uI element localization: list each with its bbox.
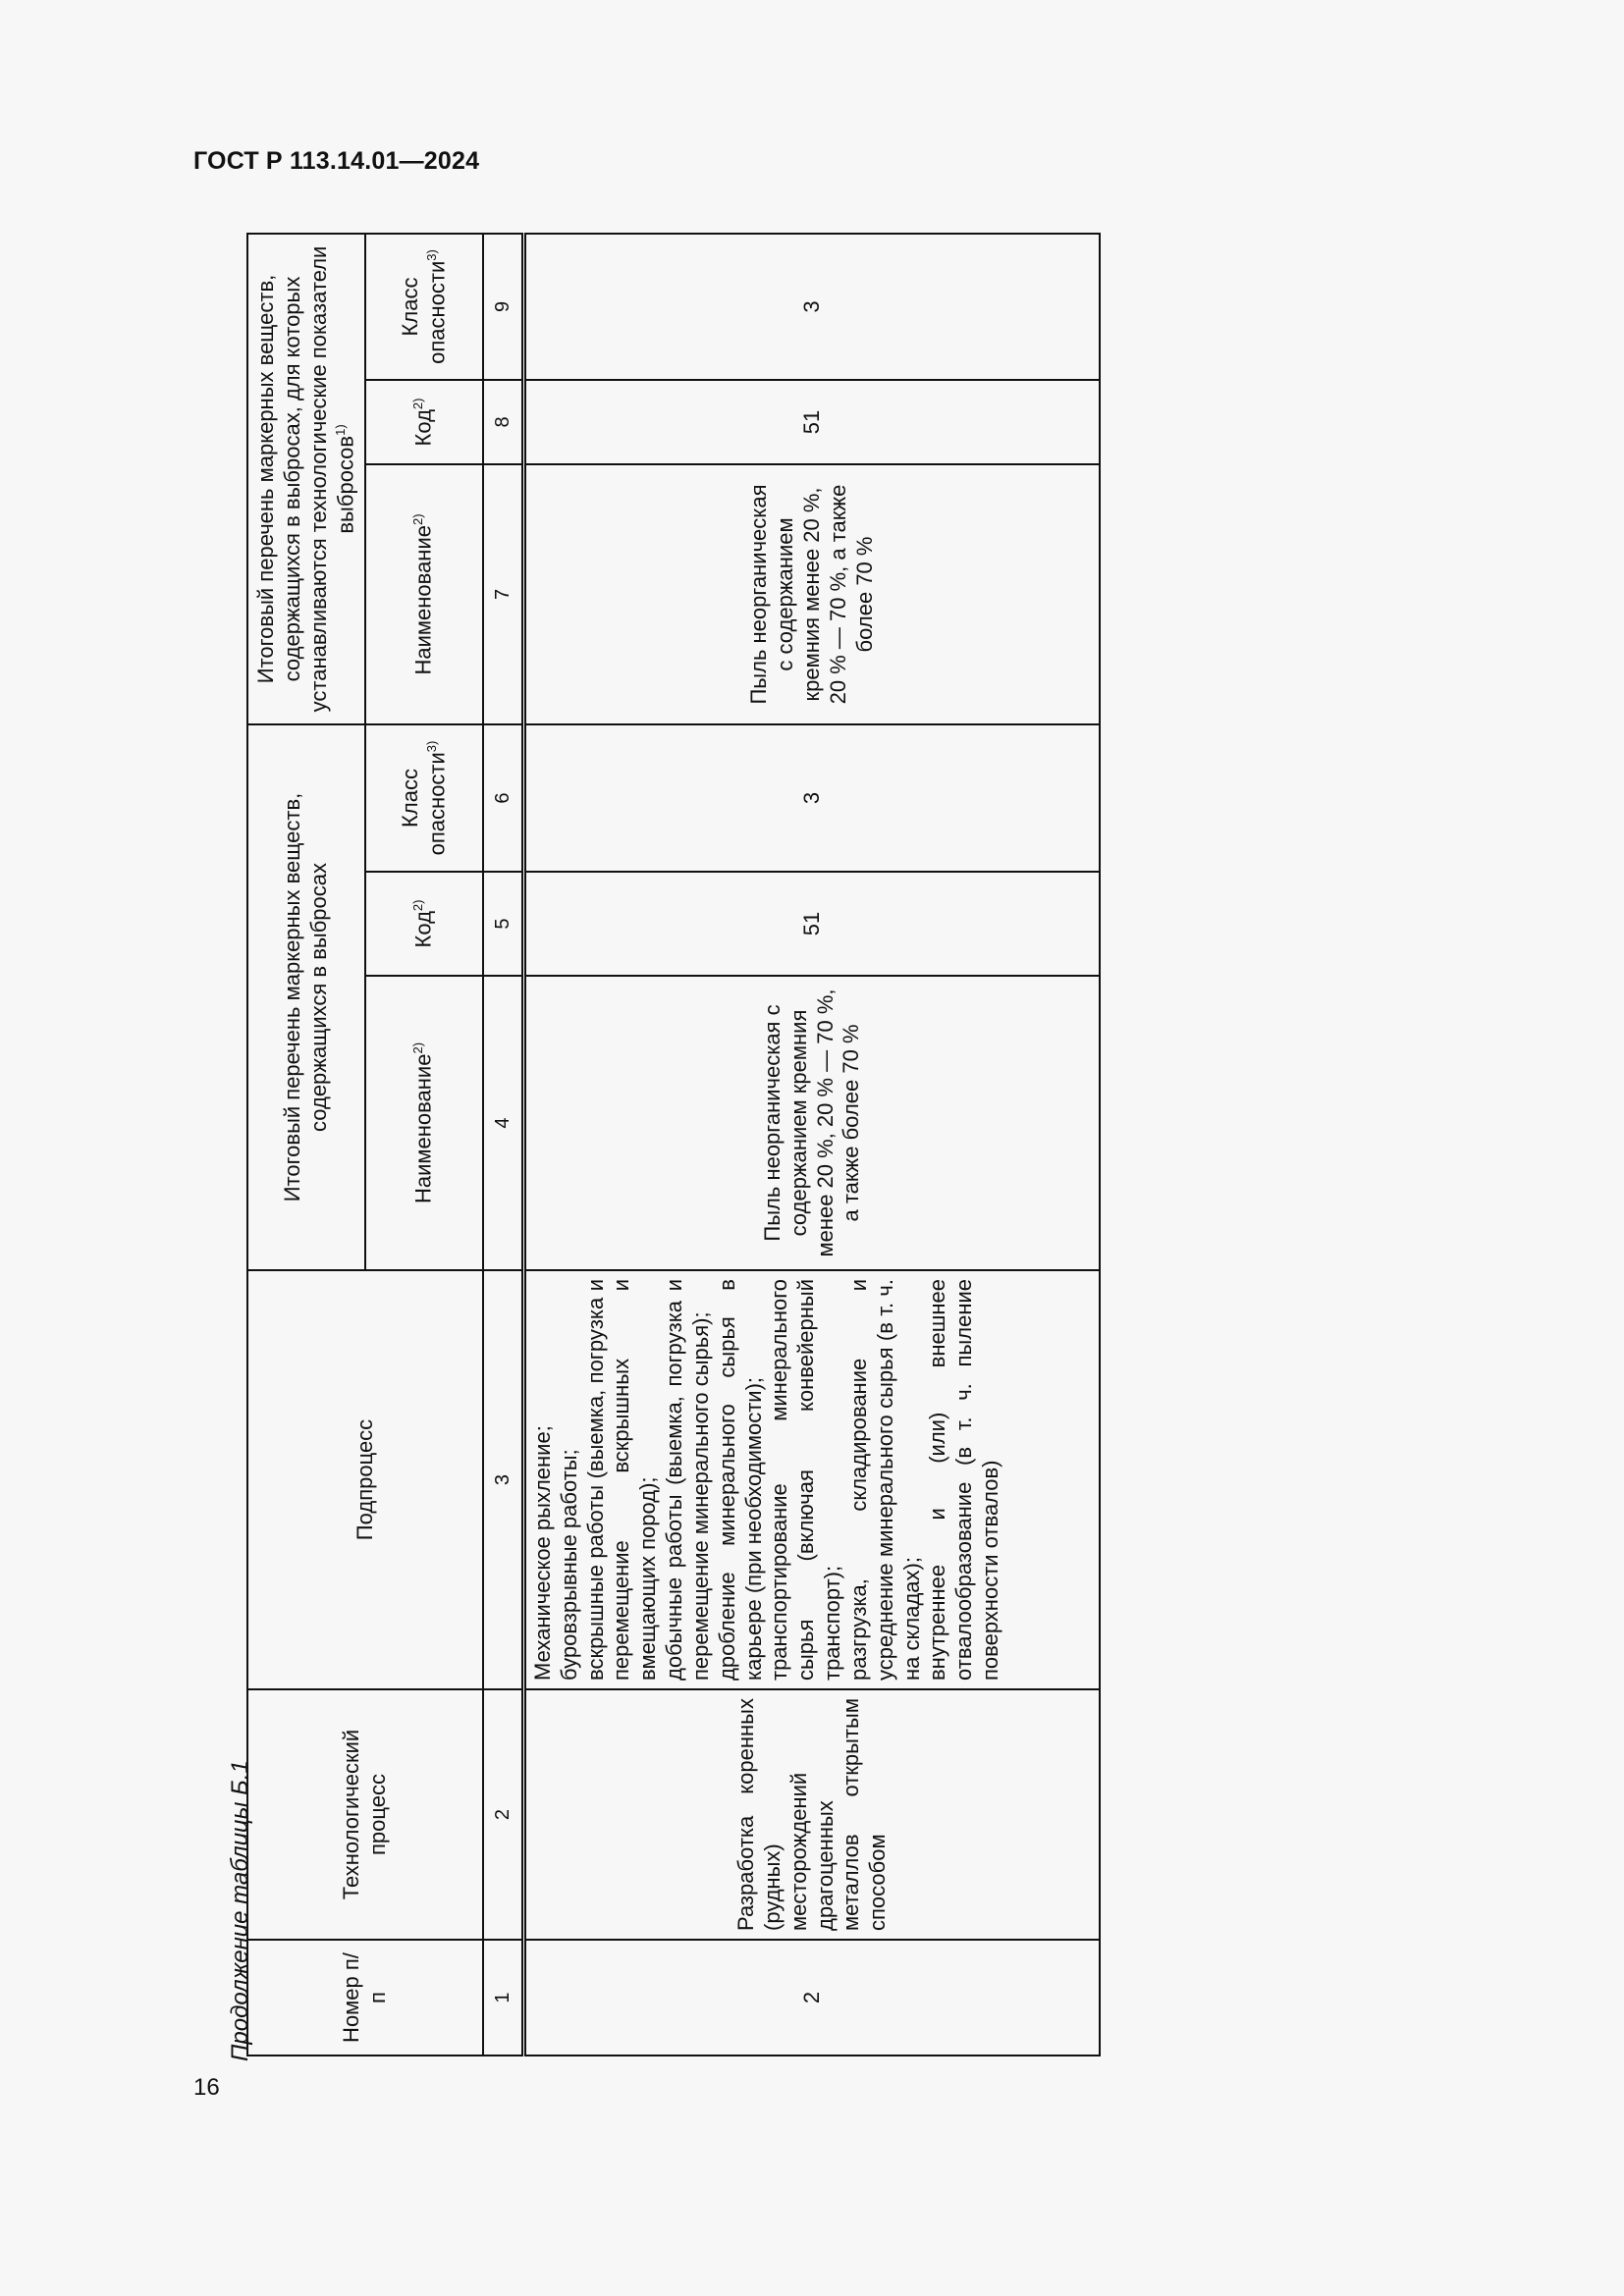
footnote-marker: 3) xyxy=(423,740,439,753)
header-code-text: Код xyxy=(410,409,436,447)
footnote-marker: 2) xyxy=(410,899,426,912)
header-hazard xyxy=(365,724,483,872)
header-hazard xyxy=(365,234,483,380)
footnote-marker: 2) xyxy=(410,398,426,410)
column-number: 9 xyxy=(483,234,524,380)
header-name xyxy=(365,976,483,1270)
header-code-text: Код xyxy=(410,911,436,948)
page-number: 16 xyxy=(193,2074,220,2101)
cell-code: 51 xyxy=(524,380,1101,464)
marker-substances-table xyxy=(246,233,1101,2056)
table-caption: Продолжение таблицы Б.1 xyxy=(227,1760,253,2061)
column-number: 2 xyxy=(483,1689,524,1940)
cell-code: 51 xyxy=(524,872,1101,976)
subprocess-item: буровзрывные работы; xyxy=(556,1449,581,1681)
subprocess-item: дробление минерального сырья в карьере (при необходимости); xyxy=(714,1279,766,1681)
cell-substance-name: Пыль неорганическая с содержанием кремния менее 20 %, 20 % — 70 %, а также более 70 % xyxy=(524,464,1101,724)
footnote-marker: 2) xyxy=(410,1041,426,1054)
column-number: 5 xyxy=(483,872,524,976)
subprocess-item: вскрышные работы (выемка, погрузка и перемещение вскрышных и вмещающих пород); xyxy=(582,1279,661,1681)
header-num: Номер п/п xyxy=(247,1940,483,2056)
cell-hazard-class: 3 xyxy=(524,724,1101,872)
subprocess-item: Механическое рыхление; xyxy=(530,1425,555,1681)
header-group-limits xyxy=(247,234,365,724)
header-code xyxy=(365,872,483,976)
cell-substance-name: Пыль неорганическая с содержанием кремния менее 20 %, 20 % — 70 %, а также более 70 % xyxy=(524,976,1101,1270)
header-group-limits-text: Итоговый перечень маркерных веществ, содержащихся в выбросах, для которых устанавливаются технологические показатели выбросов xyxy=(253,245,357,713)
header-code xyxy=(365,380,483,464)
header-name-text: Наименование xyxy=(410,1053,436,1204)
cell-hazard-class: 3 xyxy=(524,234,1101,380)
table-container xyxy=(246,235,1101,2056)
column-number: 6 xyxy=(483,724,524,872)
header-process: Технологический процесс xyxy=(247,1689,483,1940)
header-subprocess: Подпроцесс xyxy=(247,1270,483,1689)
subprocess-item: внутреннее и (или) внешнее отвалообразование (в т. ч. пыление поверхности отвалов) xyxy=(925,1279,1003,1681)
column-number: 1 xyxy=(483,1940,524,2056)
cell-process: Разработка коренных (рудных) месторождений драгоценных металлов открытым способом xyxy=(524,1689,1101,1940)
column-number: 7 xyxy=(483,464,524,724)
column-number: 4 xyxy=(483,976,524,1270)
header-name-text: Наименование xyxy=(410,525,436,675)
table-row xyxy=(524,234,1101,2056)
footnote-marker: 3) xyxy=(423,249,439,261)
document-header: ГОСТ Р 113.14.01—2024 xyxy=(193,147,480,175)
header-group-emissions: Итоговый перечень маркерных веществ, содержащихся в выбросах xyxy=(247,724,365,1270)
footnote-marker: 2) xyxy=(410,513,426,526)
subprocess-item: разгрузка, складирование и усреднение минерального сырья (в т. ч. на складах); xyxy=(845,1279,924,1681)
column-number-row xyxy=(483,234,524,2056)
header-name xyxy=(365,464,483,724)
column-number: 8 xyxy=(483,380,524,464)
footnote-marker: 1) xyxy=(332,424,348,436)
header-hazard-text: Класс опасности xyxy=(398,752,450,856)
subprocess-item: добычные работы (выемка, погрузка и перемещение минерального сырья); xyxy=(662,1279,713,1681)
subprocess-item: транспортирование минерального сырья (включая конвейерный транспорт); xyxy=(767,1279,845,1681)
cell-num: 2 xyxy=(524,1940,1101,2056)
column-number: 3 xyxy=(483,1270,524,1689)
header-hazard-text: Класс опасности xyxy=(398,260,450,364)
cell-subprocess xyxy=(524,1270,1101,1689)
